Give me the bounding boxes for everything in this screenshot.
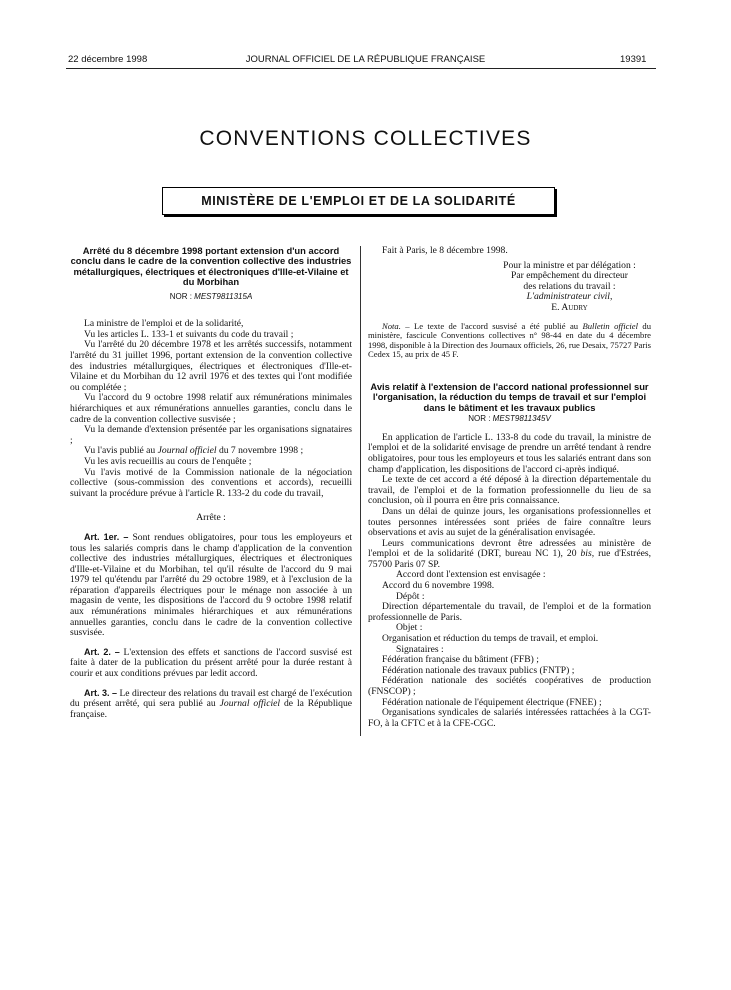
signataires-list — [368, 655, 651, 729]
nor-code: MEST9811345V — [492, 414, 551, 424]
nor-code: MEST9811315A — [194, 291, 253, 301]
section-title: CONVENTIONS COLLECTIVES — [199, 127, 532, 150]
header-journal-title: JOURNAL OFFICIEL DE LA RÉPUBLIQUE FRANÇAISE — [245, 54, 486, 65]
arrete-label: Arrête : — [196, 512, 226, 524]
nor-label: NOR : — [468, 414, 491, 424]
header-page-number: 19391 — [620, 54, 647, 65]
nota-note: Nota. – Le texte de l'accord susvisé a été publié au Bulletin officiel du ministère, fascicule Conventions collectives n° 98-44 en date du 4 décembre 1998, disponible à la Direction des Journaux officiels, 26, rue Desaix, 75727 Paris Cedex 15, au prix de 45 F. — [368, 320, 651, 360]
visa-item: Vu la demande d'extension présentée par les organisations signataires ; — [70, 424, 352, 446]
signature-block — [488, 261, 651, 314]
signataire-item: Organisations syndicales de salariés intéressées rattachées à la CGT-FO, à la CFTC et à la CFE-CGC. — [368, 707, 651, 729]
accord-value: Accord du 6 novembre 1998. — [382, 580, 495, 592]
arrete-intro: La ministre de l'emploi et de la solidarité, — [84, 318, 244, 330]
signataire-item: Fédération nationale des sociétés coopératives de production (FNSCOP) ; — [368, 675, 651, 697]
objet-value: Organisation et réduction du temps de travail, et emploi. — [382, 633, 599, 645]
visa-item: Vu l'accord du 9 octobre 1998 relatif aux rémunérations minimales hiérarchiques et aux rémunérations annuelles garanties, conclu dans le cadre de la convention collective susvisée ; — [70, 392, 352, 425]
article-3: Art. 3. – Le directeur des relations du travail est chargé de l'exécution du présent arrêté, qui sera publié au Journal officiel de la République française. — [70, 687, 353, 720]
header-divider — [66, 68, 656, 69]
visa-item: Vu les articles L. 133-1 et suivants du code du travail ; — [84, 328, 294, 340]
avis-paragraph: Le texte de cet accord a été déposé à la direction départementale du travail, de l'emploi et de la formation professionnelle du lieu de sa conclusion, où il pourra en être pris connaissance. — [368, 474, 651, 507]
avis-nor — [368, 414, 651, 425]
avis-paragraph: Leurs communications devront être adressées au ministère de l'emploi et de la solidarité (DRT, bureau NC 1), 20 bis, rue d'Estrées, 75700 Paris 07 SP. — [368, 537, 651, 570]
visa-list — [70, 330, 352, 500]
visa-item: Vu les avis recueillis au cours de l'enquête ; — [84, 455, 252, 467]
arrete-title: Arrêté du 8 décembre 1998 portant extension d'un accord conclu dans le cadre de la convention collective des industries métallurgiques, électriques et électroniques d'Ille-et-Vilaine et du Morbihan — [70, 245, 352, 288]
header-date: 22 décembre 1998 — [68, 54, 148, 65]
fait-a-paris: Fait à Paris, le 8 décembre 1998. — [382, 245, 508, 256]
visa-item: Vu l'avis publié au Journal officiel du 7 novembre 1998 ; — [84, 445, 304, 457]
accord-label: Accord dont l'extension est envisagée : — [396, 569, 546, 581]
signataire-item: Fédération nationale de l'équipement électrique (FNEE) ; — [382, 696, 602, 708]
nor-label: NOR : — [169, 291, 192, 301]
left-column — [70, 246, 352, 720]
avis-title: Avis relatif à l'extension de l'accord national professionnel sur l'organisation, la réduction du temps de travail et sur l'emploi dans le bâtiment et les travaux publics — [370, 380, 649, 413]
signature-line: Pour la ministre et par délégation : — [503, 259, 636, 271]
signataire-item: Fédération nationale des travaux publics (FNTP) ; — [382, 664, 575, 676]
signataire-item: Fédération française du bâtiment (FFB) ; — [382, 654, 539, 666]
depot-value: Direction départementale du travail, de l'emploi et de la formation professionnelle de Paris. — [368, 601, 651, 623]
avis-paragraph: Dans un délai de quinze jours, les organisations professionnelles et toutes personnes intéressées sont priées de faire connaître leurs observations et avis au sujet de la généralisation envisagée. — [368, 505, 651, 539]
visa-item: Vu l'arrêté du 20 décembre 1978 et les arrêtés successifs, notamment l'arrêté du 31 juillet 1996, portant extension de la convention collective des industries métallurgiques, électriques et électroniques d'Ille-et-Vilaine et du Morbihan du 12 avril 1976 et des textes qui l'ont modifiée ou complétée ; — [70, 339, 352, 393]
ministry-box: MINISTÈRE DE L'EMPLOI ET DE LA SOLIDARITÉ — [162, 187, 555, 215]
column-divider — [360, 246, 361, 736]
right-column — [368, 246, 651, 729]
signature-line: L'administrateur civil, — [526, 291, 613, 303]
objet-label: Objet : — [396, 622, 423, 634]
depot-label: Dépôt : — [396, 590, 425, 602]
article-1: Art. 1er. – Sont rendues obligatoires, pour tous les employeurs et tous les salariés compris dans le champ d'application de la convention collective des industries métallurgiques, électriques et électroniques d'Ille-et-Vilaine et du Morbihan, tel qu'il résulte de l'accord du 9 mai 1979 tel qu'étendu par l'arrêté du 29 octobre 1989, et à l'exclusion de la réparation d'appareils électriques pour le ménage non associée à un magasin de vente, les dispositions de l'accord du 9 octobre 1998 relatif aux rémunérations minimales hiérarchiques et aux rémunérations annuelles garanties, conclu dans le cadre de la convention collective susvisée. — [70, 531, 352, 639]
arrete-nor — [70, 292, 352, 303]
signature-line: des relations du travail : — [523, 280, 616, 292]
signataires-label: Signataires : — [396, 643, 444, 655]
avis-paragraph: En application de l'article L. 133-8 du code du travail, la ministre de l'emploi et de la solidarité envisage de prendre un arrêté tendant à rendre obligatoires, pour tous les employeurs et tous les salariés entrant dans son champ d'application, les dispositions de l'accord ci-après indiqué. — [368, 431, 651, 475]
visa-item: Vu l'avis motivé de la Commission nationale de la négociation collective (sous-commission des conventions et accords), recueilli suivant la procédure prévue à l'article R. 133-2 du code du travail, — [70, 466, 352, 499]
signature-line: Par empêchement du directeur — [511, 270, 628, 282]
article-2: Art. 2. – L'extension des effets et sanctions de l'accord susvisé est faite à dater de la publication du présent arrêté pour la durée restant à courir et aux conditions prévues par ledit accord. — [70, 646, 353, 680]
signatory-name: E. Audry — [551, 301, 588, 313]
